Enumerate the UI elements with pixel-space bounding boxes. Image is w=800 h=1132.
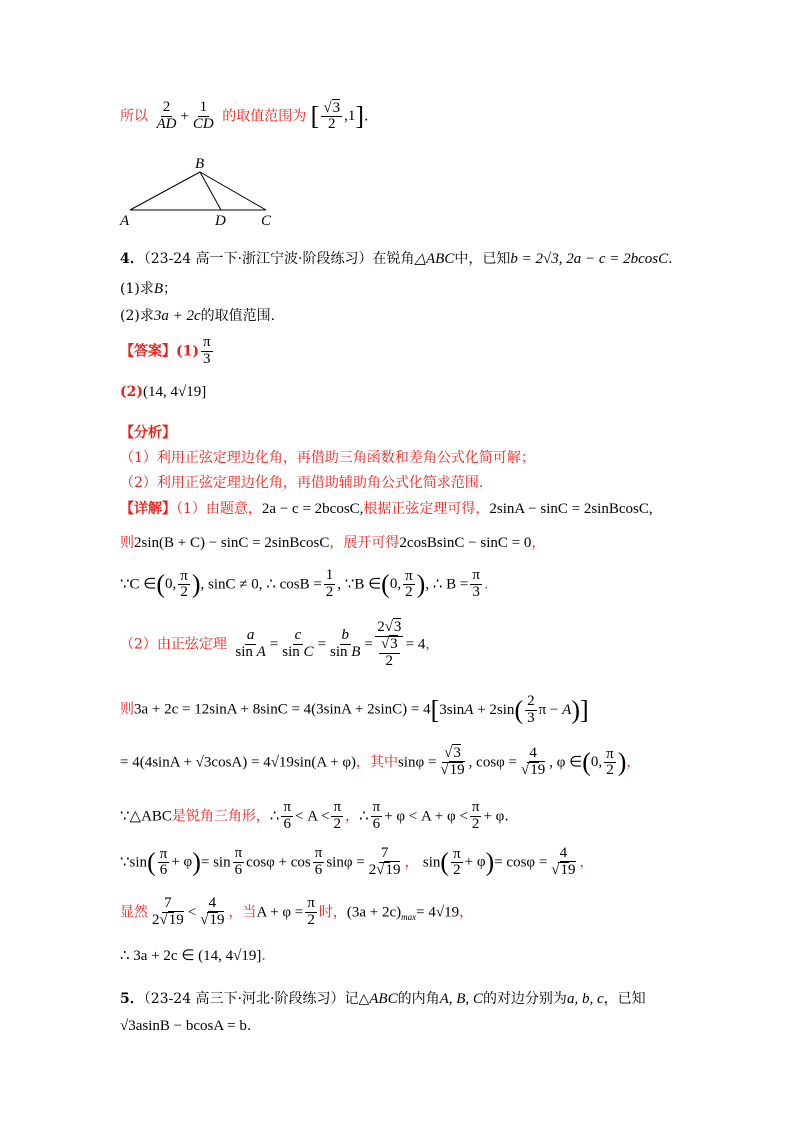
detail-line3: ∵C ∈(0, $\frac{\pi}{2}$ ), sinC ≠ 0, ∴ cosB = $\frac{1}{2}$ , ∵B ∈(0, $\frac{\pi}{2}$ ), ∴ B = $\frac{\pi}{3}$ . (120, 567, 489, 601)
triangle-figure (118, 152, 288, 227)
problem5-equation: √3asinB − bcosA = b. (120, 1018, 252, 1034)
analysis-line1: （1）利用正弦定理边化角，再借助三角函数和差角公式化简可解； (120, 450, 535, 466)
detail-line9: 显然 $\frac{7}{2√19}$ < $\frac{4}{√19}$ ，当A + φ = $\frac{\pi}{2}$ 时，$(3a + 2c)_{max}= 4√19$， (120, 895, 474, 928)
problem4-q1: (1)求B； (120, 281, 178, 297)
answer-part2: (2)(14, 4√19] (120, 384, 207, 400)
label-C: C (261, 213, 272, 227)
detail-line7: ∵△ABC是锐角三角形，∴ $\frac{\pi}{6}$ < A < $\frac{\pi}{2}$ ，∴ $\frac{\pi}{6}$ + φ < A + φ < $\frac{\pi}{2}$ + φ. (120, 799, 509, 832)
detail-line1: 【详解】（1）由题意，2a − c = 2bcosC,根据正弦定理可得，2sinA − sinC = 2sinBcosC, (120, 501, 653, 517)
analysis-tag: 【分析】 (120, 425, 176, 441)
detail-line10: ∴ 3a + 2c ∈ (14, 4√19]. (120, 948, 266, 964)
label-D: D (215, 213, 226, 227)
detail-line5: 则3a + 2c = 12sinA + 8sinC = 4(3sinA + 2sinC) = 4[3sinA + 2sin( $\frac{2}{3}$ π − A)] (120, 693, 589, 726)
detail-line4: （2）由正弦定理 $\frac{a}{\text{sin A}}$ = $\frac{c}{\text{sin C}}$ = $\frac{b}{\text{sin B}}$ = $\frac{2√3}{\frac{√3}{2}}$ = 4， (120, 619, 440, 669)
answer-part1: 【答案】(1) $\frac{\pi}{3}$ (120, 334, 211, 367)
detail-line6: = 4(4sinA + √3cosA) = 4√19sin(A + φ)，其中sinφ = $\frac{√3}{√19}$ , cosφ = $\frac{4}{√19}$ , φ ∈(0, $\frac{\pi}{2}$ )， (120, 745, 641, 779)
detail-line8: ∵sin( $\frac{\pi}{6}$ + φ)= sin $\frac{\pi}{6}$ cosφ + cos $\frac{\pi}{6}$ sinφ = $\frac{7}{2√19}$ ， sin( $\frac{\pi}{2}$ + φ)= cosφ = $\frac{4}{√19}$ ， (120, 845, 594, 879)
problem5-stem: 5．（23-24 高三下·河北·阶段练习）记△ABC的内角A, B, C的对边分别为a, b, c，已知 (120, 991, 646, 1007)
label-A: A (120, 213, 130, 227)
prev-conclusion: 所以 $\frac{2}{AD}$ + $\frac{1}{CD}$ 的取值范围为 [ $\frac{√3}{2}$ ,1]. (120, 99, 369, 133)
problem4-stem: 4．（23-24 高一下·浙江宁波·阶段练习）在锐角△ABC中，已知b = 2√3, 2a − c = 2bcosC. (120, 251, 673, 267)
problem4-q2: (2)求3a + 2c的取值范围. (120, 308, 276, 324)
analysis-line2: （2）利用正弦定理边化角，再借助辅助角公式化简求范围. (120, 475, 484, 491)
label-B: B (195, 156, 205, 172)
detail-line2: 则2sin(B + C) − sinC = 2sinBcosC，展开可得2cosBsinC − sinC = 0， (120, 535, 546, 551)
